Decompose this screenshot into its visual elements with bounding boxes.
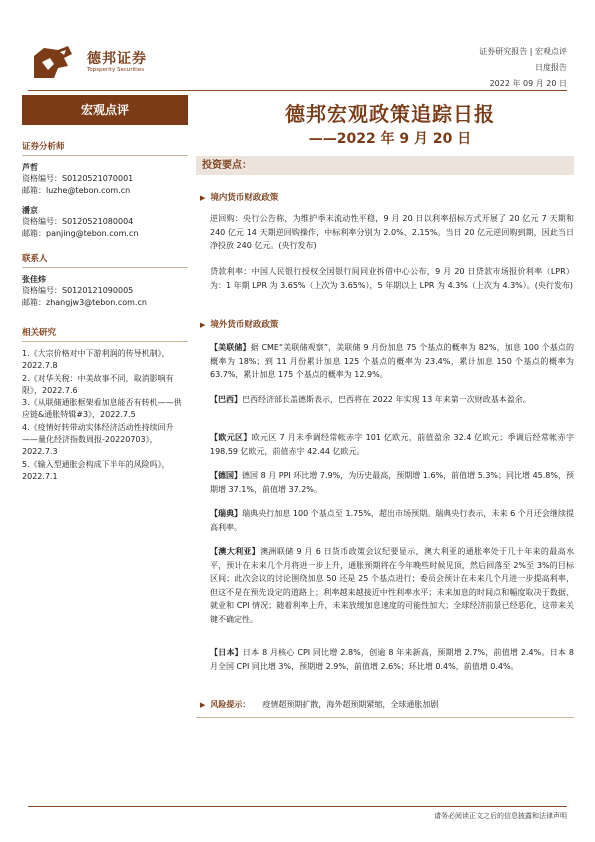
analyst-name: 芦哲	[22, 163, 38, 172]
report-date: 2022 年 09 月 20 日	[489, 79, 567, 88]
triangle-bullet-icon: ▶	[200, 194, 206, 202]
analyst-cert: 资格编号：S0120521070001	[22, 174, 134, 183]
related-item[interactable]: 4.《疫情好转带动实体经济活动性持续回升——量化经济指数周报-20220703》，2022.7.3	[22, 422, 174, 457]
related-research-section	[22, 326, 188, 483]
related-title: 相关研究	[22, 326, 188, 342]
header-meta	[479, 44, 567, 92]
analyst-title: 证券分析师	[22, 140, 188, 156]
risk-divider	[196, 717, 574, 718]
risk-text: 疫情超预期扩散，海外超预期紧缩，全球通胀加剧	[262, 700, 439, 709]
footer-divider	[28, 806, 567, 807]
report-title: 德邦宏观政策追踪日报	[285, 102, 495, 126]
foreign-paragraph-sweden: 【瑞典】瑞典央行加息 100 个基点至 1.75%，超出市场预期。瑞典央行表示，未来 6 个月还会继续提高利率。	[210, 509, 574, 532]
related-item[interactable]: 2.《对华关税：中美故事不同，取消影响有限》，2022.7.6	[22, 373, 174, 395]
related-item[interactable]: 3.《从联储通胀框架看加息能否有转机——供应链&通胀特辑#3》，2022.7.5	[22, 398, 182, 420]
foreign-paragraph-eurozone: 【欧元区】欧元区 7 月未季调经常帐赤字 101 亿欧元，前值盈余 32.4 亿欧元；季调后经常帐赤字 198.59 亿欧元，前值赤字 42.44 亿欧元。	[210, 433, 574, 456]
foreign-paragraph-australia: 【澳大利亚】澳洲联储 9 月 6 日货币政策会议纪要显示，澳大利亚的通胀率处于几十年来的最高水平，预计在未来几个月将进一步上升，通胀预期将在今年晚些时候见顶，然后回落至 2%至 3%的目标区间；此次会议的讨论围绕加息 50 还是 25 个基点进行；委员会预计在未来几个月进一步提高利率，但这不是在预先设定的道路上；利率越来越接近中性利率水平；未来加息的时间点和幅度取决于数据、就业和 CPI 情况；随着利率上升，未来放缓加息速度的可能性加大；全球经济前景已经恶化，这带来关键不确定性。	[210, 547, 574, 624]
domestic-paragraph: 逆回购：央行公告称，为维护季末流动性平稳，9 月 20 日以利率招标方式开展了 20 亿元 7 天期和 240 亿元 14 天期逆回购操作，中标利率分别为 2.0%、2.15%。当日 20 亿元逆回购到期，因此当日净投放 240 亿元。(央行发布)	[210, 214, 574, 250]
foreign-heading	[200, 318, 574, 330]
category-banner: 宏观点评	[22, 95, 188, 125]
contact-name: 张佳炜	[22, 275, 46, 284]
risk-label: 风险提示：	[210, 700, 251, 709]
related-item[interactable]: 1.《大宗价格对中下游利润的传导机制》，2022.7.8	[22, 349, 170, 371]
triangle-bullet-icon: ▶	[200, 701, 206, 709]
foreign-paragraph-fed: 【美联储】据 CME“美联储观察”，美联储 9 月份加息 75 个基点的概率为 82%，加息 100 个基点的概率为 18%；到 11 月份累计加息 125 个基点的概率为 23.4%，累计加息 150 个基点的概率为 63.7%，累计加息 175 个基点的概率为 12.9%。	[210, 343, 574, 379]
contact-cert: 资格编号：S0120121090005	[22, 286, 134, 295]
foreign-paragraph-germany: 【德国】德国 8 月 PPI 环比增 7.9%，为历史最高，预期增 1.6%，前值增 5.3%；同比增 45.8%，预期增 37.1%，前值增 37.2%。	[210, 471, 575, 494]
contact-title: 联系人	[22, 252, 188, 268]
triangle-bullet-icon: ▶	[200, 321, 206, 329]
domestic-paragraph: 贷款利率：中国人民银行授权全国银行间同业拆借中心公布，9 月 20 日贷款市场报价利率（LPR）为：1 年期 LPR 为 3.65%（上次为 3.65%），5 年期以上 LPR 为 4.3%（上次为 4.3%）。(央行发布)	[210, 267, 574, 290]
analyst-email[interactable]: 邮箱：luzhe@tebon.com.cn	[22, 186, 131, 195]
risk-warning	[200, 699, 574, 710]
header-divider	[28, 90, 567, 91]
report-subtitle: ——2022 年 9 月 20 日	[308, 131, 472, 147]
domestic-heading	[200, 191, 574, 203]
analyst-name: 潘京	[22, 206, 38, 215]
contact-email[interactable]: 邮箱：zhangjw3@tebon.com.cn	[22, 298, 147, 307]
report-type: 证券研究报告 | 宏观点评	[479, 47, 567, 56]
foreign-paragraph-brazil: 【巴西】巴西经济部长盖德斯表示，巴西将在 2022 年实现 13 年来第一次财政基本盈余。	[210, 395, 531, 404]
company-logo	[28, 42, 78, 82]
domestic-title: 境内货币财政政策	[210, 193, 279, 203]
analyst-section	[22, 140, 188, 240]
foreign-paragraph-japan: 【日本】日本 8 月核心 CPI 同比增 2.8%，创逾 8 年来新高，预期增 2.7%，前值增 2.4%。日本 8 月全国 CPI 同比增 3%，预期增 2.9%，前值增 2.6%；环比增 0.4%，前值增 0.4%。	[210, 648, 574, 671]
key-points-heading: 投资要点：	[196, 156, 574, 175]
report-frequency: 日度报告	[535, 63, 567, 72]
analyst-cert: 资格编号：S0120521080004	[22, 217, 134, 226]
foreign-title: 境外货币财政政策	[210, 320, 279, 330]
footer-disclaimer: 请务必阅读正文之后的信息披露和法律声明	[434, 812, 567, 820]
related-item[interactable]: 5.《输入型通胀会构成下半年的风险吗》，2022.7.1	[22, 459, 170, 481]
brand-name: 德邦证券	[87, 51, 147, 67]
analyst-email[interactable]: 邮箱：panjing@tebon.com.cn	[22, 229, 139, 238]
contact-section	[22, 252, 188, 309]
brand-english: Topsperity Securities	[87, 67, 145, 73]
